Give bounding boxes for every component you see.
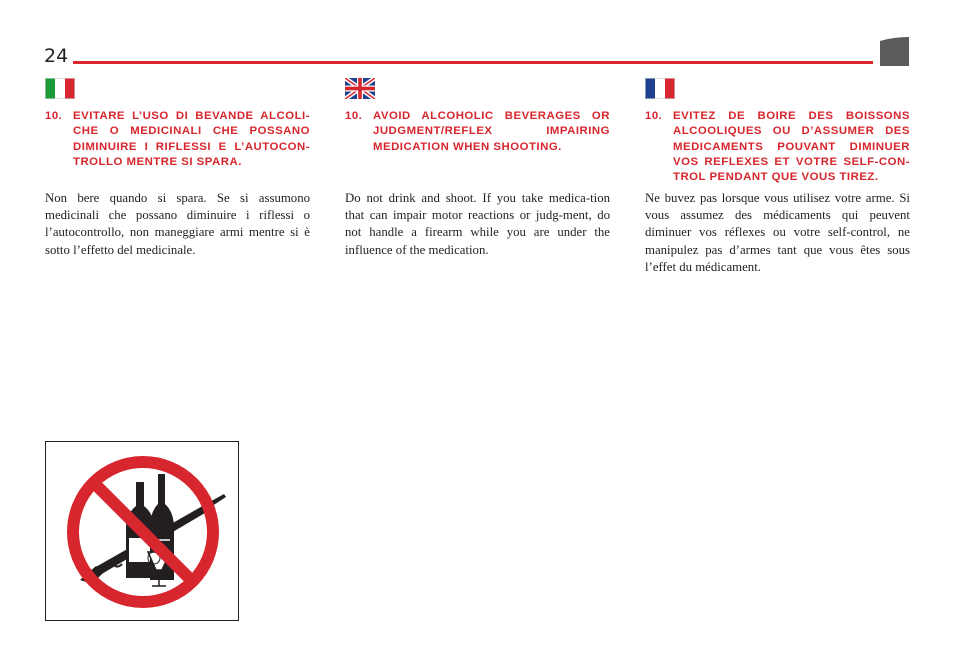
warning-illustration	[45, 441, 239, 621]
no-alcohol-while-shooting-icon	[46, 442, 240, 622]
section-french	[645, 78, 910, 274]
corner-tab-icon	[880, 37, 909, 66]
header-rule	[73, 61, 873, 64]
section-body: Non bere quando si spara. Se si assumono medicinali che possano diminuire i riflessi o l’autocontrollo, non maneggiare armi mentre si è sotto l’effetto del medicinale.	[45, 191, 310, 257]
section-number: 10.	[345, 110, 363, 122]
section-body: Do not drink and shoot. If you take medica-tion that can impair motor reactions or judg-ment, do not handle a firearm while you are under the influence of the medication.	[345, 191, 610, 257]
section-number: 10.	[645, 110, 663, 122]
uk-flag-icon	[345, 78, 375, 99]
italy-flag-icon	[45, 78, 75, 99]
section-english	[345, 78, 610, 257]
section-italian	[45, 78, 310, 257]
section-heading-text: AVOID ALCOHOLIC BEVERAGES OR JUDGMENT/REFLEX IMPAIRING MEDICATION WHEN SHOOTING.	[373, 110, 610, 153]
section-heading	[345, 109, 610, 155]
section-heading-text: EVITEZ DE BOIRE DES BOISSONS ALCOOLIQUES OU D’ASSUMER DES MEDICAMENTS POUVANT DIMINUER VOS REFLEXES ET VOTRE SELF-CON-TROL PENDANT QUE VOUS TIREZ.	[673, 110, 910, 184]
page-number: 24	[44, 45, 69, 67]
section-heading	[645, 109, 910, 185]
france-flag-icon	[645, 78, 675, 99]
section-heading-text: EVITARE L’USO DI BEVANDE ALCOLI-CHE O MEDICINALI CHE POSSANO DIMINUIRE I RIFLESSI E L’AUTOCON-TROLLO MENTRE SI SPARA.	[73, 110, 310, 168]
section-heading	[45, 109, 310, 170]
section-number: 10.	[45, 110, 63, 122]
section-body: Ne buvez pas lorsque vous utilisez votre arme. Si vous assumez des médicaments qui peuvent diminuer vos réflexes ou votre self-control, ne manipulez pas d’armes tant que vous êtes sous l’effet du médicament.	[645, 191, 910, 274]
